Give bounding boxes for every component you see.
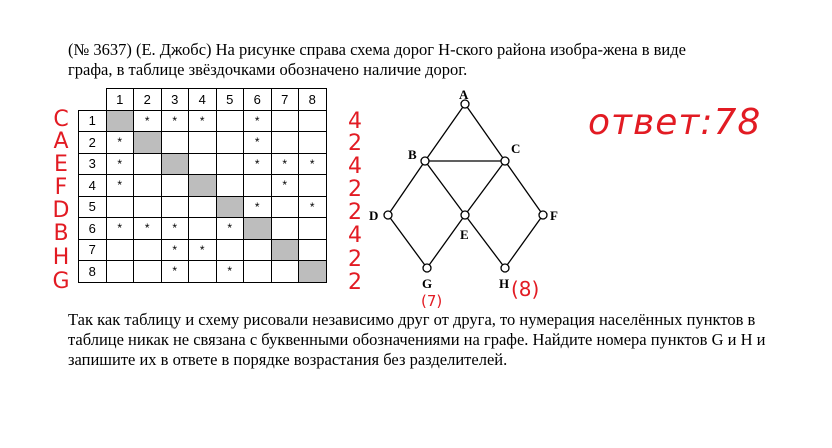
vertex-D	[384, 211, 392, 219]
row-header: 6	[79, 218, 107, 240]
graph-labels	[369, 87, 558, 291]
vertex-label-C: C	[511, 141, 521, 156]
handwritten-row-letter: G	[52, 269, 70, 294]
table-cell: *	[161, 110, 189, 132]
table-cell: *	[216, 261, 244, 283]
handwritten-row-letter: F	[54, 175, 68, 200]
table-cell: *	[244, 153, 272, 175]
handwritten-row-degree: 2	[348, 247, 362, 272]
table-cell: *	[106, 132, 134, 154]
table-cell: *	[161, 239, 189, 261]
handwritten-row-letter: A	[53, 129, 69, 154]
task-question-text: Так как таблицу и схему рисовали независимо друг от друга, то нумерация населённых пунктов в таблице никак не связана с буквенными обозначениями на графе. Найдите номера пунктов G и H и запишите их в ответе в порядке возрастания без разделителей.	[68, 310, 766, 369]
table-cell: *	[134, 218, 162, 240]
vertex-F	[539, 211, 547, 219]
col-header: 7	[271, 89, 299, 111]
handwritten-row-degree: 4	[348, 109, 362, 134]
table-cell: *	[189, 239, 217, 261]
handwritten-row-degree: 2	[348, 270, 362, 295]
table-cell: *	[244, 196, 272, 218]
edge-C-F	[505, 161, 543, 215]
row-header: 8	[79, 261, 107, 283]
col-header: 3	[161, 89, 189, 111]
edge-E-H	[465, 215, 505, 268]
handwritten-g-number: (7)	[421, 292, 443, 310]
handwritten-row-degree: 4	[348, 154, 362, 179]
table-cell: *	[271, 175, 299, 197]
handwritten-h-number: (8)	[511, 277, 540, 301]
handwritten-vertex-notes	[421, 277, 539, 310]
vertex-B	[421, 157, 429, 165]
col-header: 1	[106, 89, 134, 111]
table-cell: *	[161, 218, 189, 240]
edge-D-G	[388, 215, 427, 268]
handwritten-row-letter: H	[52, 245, 70, 270]
vertex-C	[501, 157, 509, 165]
vertex-H	[501, 264, 509, 272]
table-cell: *	[106, 153, 134, 175]
col-header: 4	[189, 89, 217, 111]
edge-C-E	[465, 161, 505, 215]
edge-A-C	[465, 104, 505, 161]
handwritten-row-degree: 4	[348, 223, 362, 248]
row-header: 5	[79, 196, 107, 218]
col-header: 8	[299, 89, 327, 111]
vertex-label-H: H	[499, 276, 510, 291]
vertex-E	[461, 211, 469, 219]
table-cell: *	[244, 110, 272, 132]
vertex-label-A: A	[459, 87, 469, 102]
task-intro-text: (№ 3637) (Е. Джобс) На рисунке справа схема дорог Н-ского района изобра-жена в виде графа, в таблице звёздочками обозначено наличие дорог.	[68, 40, 686, 79]
table-cell: *	[106, 175, 134, 197]
handwritten-row-letter: B	[53, 221, 69, 246]
table-cell: *	[189, 110, 217, 132]
handwritten-answer: ответ:78	[588, 102, 762, 143]
row-header: 3	[79, 153, 107, 175]
handwritten-row-letter: C	[53, 107, 69, 132]
handwritten-row-degree: 2	[348, 131, 362, 156]
vertex-label-F: F	[550, 208, 558, 223]
vertex-label-B: B	[408, 147, 417, 162]
edge-B-E	[425, 161, 465, 215]
vertex-label-E: E	[460, 227, 469, 242]
row-header: 2	[79, 132, 107, 154]
handwritten-row-degree: 2	[348, 177, 362, 202]
row-header: 1	[79, 110, 107, 132]
handwritten-row-letter: E	[54, 152, 68, 177]
col-header: 6	[244, 89, 272, 111]
vertex-label-D: D	[369, 208, 379, 223]
table-cell: *	[106, 218, 134, 240]
table-cell: *	[161, 261, 189, 283]
row-header: 4	[79, 175, 107, 197]
table-cell: *	[134, 110, 162, 132]
handwritten-row-letter: D	[52, 198, 70, 223]
table-cell: *	[271, 153, 299, 175]
edge-F-H	[505, 215, 543, 268]
edge-A-B	[425, 104, 465, 161]
vertex-G	[423, 264, 431, 272]
table-cell: *	[216, 218, 244, 240]
graph-edges	[388, 104, 543, 268]
edge-B-D	[388, 161, 425, 215]
col-header: 2	[134, 89, 162, 111]
table-cell: *	[299, 153, 327, 175]
vertex-label-G: G	[422, 276, 433, 291]
row-header: 7	[79, 239, 107, 261]
handwritten-row-degree: 2	[348, 200, 362, 225]
col-header: 5	[216, 89, 244, 111]
table-cell: *	[244, 132, 272, 154]
table-cell: *	[299, 196, 327, 218]
